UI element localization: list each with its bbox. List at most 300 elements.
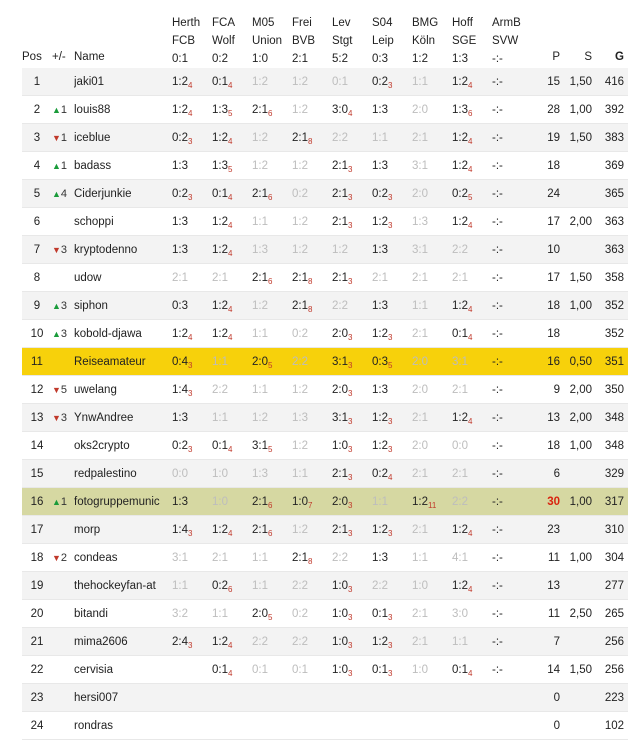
tip-score: 1:0 <box>212 495 228 508</box>
rank-change-cell <box>52 180 74 208</box>
table-row[interactable] <box>22 460 628 488</box>
table-row[interactable] <box>22 208 628 236</box>
s-cell <box>564 516 596 544</box>
player-name-link[interactable]: redpalestino <box>74 460 172 488</box>
match-header-result: 5:2 <box>332 53 348 65</box>
table-row[interactable] <box>22 96 628 124</box>
tip-score: 1:2 <box>412 495 428 508</box>
tip-value <box>332 300 348 312</box>
match-column-header[interactable] <box>372 14 412 68</box>
points-cell: 30 <box>532 488 564 516</box>
tip-cell <box>332 320 372 348</box>
table-header <box>22 14 628 68</box>
tip-cell <box>452 572 492 600</box>
tip-value <box>452 496 468 508</box>
tip-value <box>492 552 503 564</box>
match-header-result: -:- <box>492 53 503 65</box>
tip-value <box>412 384 428 396</box>
tip-points: 4 <box>228 304 233 314</box>
tip-points: 3 <box>348 640 353 650</box>
tip-cell <box>412 96 452 124</box>
rank-cell: 6 <box>22 208 52 236</box>
tip-score: 1:2 <box>212 243 228 256</box>
tip-value <box>172 552 188 564</box>
tip-score: 1:2 <box>372 523 388 536</box>
tip-cell <box>492 376 532 404</box>
table-row[interactable] <box>22 236 628 264</box>
table-row[interactable] <box>22 180 628 208</box>
table-row[interactable] <box>22 432 628 460</box>
tip-score: -:- <box>492 663 503 676</box>
tip-cell <box>452 320 492 348</box>
tip-score: 0:1 <box>372 607 388 620</box>
table-row[interactable] <box>22 264 628 292</box>
table-row[interactable] <box>22 572 628 600</box>
tip-score: 2:2 <box>332 551 348 564</box>
tip-value <box>492 300 503 312</box>
player-name-link[interactable]: udow <box>74 264 172 292</box>
table-row[interactable] <box>22 656 628 684</box>
tip-score: 0:0 <box>172 467 188 480</box>
tip-value <box>292 188 308 200</box>
tip-value <box>292 244 308 256</box>
tip-points: 3 <box>388 668 393 678</box>
match-header-away: Köln <box>412 35 436 47</box>
tip-points: 4 <box>228 192 233 202</box>
tip-score: 1:2 <box>452 579 468 592</box>
tip-value <box>292 76 308 88</box>
tip-score: 3:0 <box>452 607 468 620</box>
tip-points: 5 <box>268 360 273 370</box>
tip-cell <box>172 432 212 460</box>
tip-cell <box>492 628 532 656</box>
tip-points: 8 <box>308 276 313 286</box>
tip-cell <box>292 572 332 600</box>
tip-value <box>412 440 428 452</box>
diff-column-header: +/- <box>52 51 66 63</box>
tip-value <box>412 216 428 228</box>
player-name-link[interactable]: fotogruppemunic <box>74 488 172 516</box>
tip-cell <box>372 572 412 600</box>
tip-cell <box>492 96 532 124</box>
player-name-link[interactable]: rondras <box>74 712 172 740</box>
tip-points: 3 <box>188 444 193 454</box>
tip-value <box>412 356 428 368</box>
rank-change-value: 3 <box>60 327 68 340</box>
points-cell: 28 <box>532 96 564 124</box>
tip-value <box>292 412 308 424</box>
tip-value <box>372 328 392 340</box>
player-name-link[interactable]: condeas <box>74 544 172 572</box>
tip-value <box>492 160 503 172</box>
tip-value <box>252 328 268 340</box>
total-cell: 265 <box>596 600 628 628</box>
tip-score: 2:1 <box>412 607 428 620</box>
player-name-link[interactable]: cervisia <box>74 656 172 684</box>
tip-score: 2:2 <box>452 243 468 256</box>
tip-score: 2:0 <box>412 355 428 368</box>
tip-value <box>292 272 312 284</box>
tip-cell <box>492 320 532 348</box>
tip-value <box>172 608 188 620</box>
tip-cell <box>212 376 252 404</box>
tip-points: 6 <box>268 276 273 286</box>
tip-score: 1:1 <box>412 75 428 88</box>
tip-value <box>372 524 392 536</box>
tip-cell <box>172 516 212 544</box>
tip-score: -:- <box>492 355 503 368</box>
tip-value <box>412 636 428 648</box>
tip-cell <box>332 208 372 236</box>
table-row[interactable] <box>22 376 628 404</box>
tip-cell <box>212 68 252 96</box>
tip-score: 0:2 <box>172 439 188 452</box>
tip-cell <box>212 96 252 124</box>
tip-cell <box>332 600 372 628</box>
match-column-header[interactable] <box>292 14 332 68</box>
tip-cell <box>252 292 292 320</box>
tip-value <box>452 580 472 592</box>
total-cell: 369 <box>596 152 628 180</box>
tip-cell <box>412 572 452 600</box>
tip-value <box>332 132 348 144</box>
rank-change-value: 3 <box>60 411 68 424</box>
tip-cell <box>492 152 532 180</box>
tip-points: 3 <box>348 360 353 370</box>
tip-value <box>452 664 472 676</box>
total-cell: 317 <box>596 488 628 516</box>
match-column-header[interactable] <box>452 14 492 68</box>
rank-change-cell <box>52 404 74 432</box>
player-name-link[interactable]: oks2crypto <box>74 432 172 460</box>
points-cell: 13 <box>532 572 564 600</box>
tip-value <box>212 636 232 648</box>
tip-value <box>212 104 232 116</box>
rank-change-cell <box>52 656 74 684</box>
tip-score: 1:4 <box>172 523 188 536</box>
tip-value <box>332 188 352 200</box>
tip-value <box>172 412 188 424</box>
pos-column-header[interactable]: Pos <box>22 51 42 63</box>
rank-change-cell <box>52 684 74 712</box>
rank-cell: 3 <box>22 124 52 152</box>
tip-value <box>452 188 472 200</box>
rank-change-value: 2 <box>60 551 68 564</box>
player-name-link[interactable]: mima2606 <box>74 628 172 656</box>
tip-score: 0:2 <box>172 187 188 200</box>
player-name-link[interactable]: badass <box>74 152 172 180</box>
rank-cell: 11 <box>22 348 52 376</box>
tip-cell <box>252 68 292 96</box>
tip-value <box>252 188 272 200</box>
tip-cell <box>212 152 252 180</box>
tip-score: 2:1 <box>332 271 348 284</box>
tip-score: 1:0 <box>332 579 348 592</box>
tip-score: 1:1 <box>212 355 228 368</box>
match-header-home: Lev <box>332 17 351 29</box>
name-column-header[interactable]: Name <box>74 51 105 63</box>
tip-score: 2:1 <box>412 467 428 480</box>
player-name-link[interactable]: siphon <box>74 292 172 320</box>
tip-points: 3 <box>348 444 353 454</box>
tip-points: 3 <box>188 388 193 398</box>
tip-score: 3:0 <box>332 103 348 116</box>
tip-score: 2:1 <box>412 271 428 284</box>
tip-value <box>452 216 472 228</box>
points-cell: 23 <box>532 516 564 544</box>
tip-cell <box>372 96 412 124</box>
tip-cell <box>252 348 292 376</box>
tip-score: 2:2 <box>212 383 228 396</box>
tip-value <box>412 524 428 536</box>
points-cell: 0 <box>532 684 564 712</box>
match-header-away: BVB <box>292 35 316 47</box>
tip-cell <box>452 376 492 404</box>
tip-cell <box>292 236 332 264</box>
tip-cell <box>212 544 252 572</box>
tip-cell <box>452 460 492 488</box>
tip-cell <box>292 628 332 656</box>
player-name-link[interactable]: louis88 <box>74 96 172 124</box>
tip-score: 1:3 <box>372 551 388 564</box>
tip-value <box>492 328 503 340</box>
tip-value <box>212 384 228 396</box>
points-cell: 14 <box>532 656 564 684</box>
table-row[interactable] <box>22 404 628 432</box>
tip-value <box>492 384 503 396</box>
tip-cell <box>452 124 492 152</box>
tip-cell <box>172 68 212 96</box>
player-name-link[interactable]: bitandi <box>74 600 172 628</box>
tip-score: 1:2 <box>292 439 308 452</box>
total-cell: 348 <box>596 404 628 432</box>
tip-points: 7 <box>308 500 313 510</box>
tip-score: 1:3 <box>452 103 468 116</box>
s-cell: 2,00 <box>564 208 596 236</box>
tip-score: 1:2 <box>212 299 228 312</box>
tip-score: 0:2 <box>292 607 308 620</box>
tip-value <box>452 160 472 172</box>
tip-cell <box>172 460 212 488</box>
match-column-header[interactable] <box>332 14 372 68</box>
tip-score: 1:1 <box>292 467 308 480</box>
tip-cell <box>292 348 332 376</box>
tip-cell <box>332 68 372 96</box>
player-name-link[interactable]: thehockeyfan-at <box>74 572 172 600</box>
table-row[interactable] <box>22 68 628 96</box>
tip-cell <box>292 96 332 124</box>
points-cell: 7 <box>532 628 564 656</box>
match-header-away: Stgt <box>332 35 353 47</box>
tip-cell <box>412 208 452 236</box>
tip-value <box>492 496 503 508</box>
tip-score: 1:3 <box>252 243 268 256</box>
points-cell: 24 <box>532 180 564 208</box>
tip-value <box>492 272 503 284</box>
table-row[interactable] <box>22 600 628 628</box>
tip-points: 3 <box>188 360 193 370</box>
table-row[interactable] <box>22 152 628 180</box>
player-name-link[interactable]: Reiseamateur <box>74 348 172 376</box>
table-row[interactable] <box>22 348 628 376</box>
rank-change-value: 3 <box>60 243 68 256</box>
tip-score: 1:3 <box>372 103 388 116</box>
table-row[interactable] <box>22 488 628 516</box>
tip-value <box>292 356 308 368</box>
tip-points: 4 <box>468 528 473 538</box>
tip-value <box>172 524 192 536</box>
tip-cell <box>492 180 532 208</box>
tip-value <box>332 440 352 452</box>
tip-cell <box>412 152 452 180</box>
tip-value <box>372 608 392 620</box>
match-header-home: M05 <box>252 17 275 29</box>
table-row[interactable] <box>22 516 628 544</box>
table-row[interactable] <box>22 712 628 740</box>
tip-score: -:- <box>492 271 503 284</box>
table-row[interactable] <box>22 628 628 656</box>
rank-change-cell <box>52 68 74 96</box>
tip-score: 1:3 <box>212 159 228 172</box>
rank-cell: 2 <box>22 96 52 124</box>
tip-score: 1:1 <box>452 635 468 648</box>
tip-cell <box>252 516 292 544</box>
table-row[interactable] <box>22 124 628 152</box>
s-cell: 1,00 <box>564 432 596 460</box>
player-name-link[interactable]: jaki01 <box>74 68 172 96</box>
tip-value <box>292 328 308 340</box>
match-column-header[interactable] <box>252 14 292 68</box>
player-name-link[interactable]: schoppi <box>74 208 172 236</box>
player-name-link[interactable]: YnwAndree <box>74 404 172 432</box>
tip-score: 1:2 <box>252 131 268 144</box>
tip-score: 0:2 <box>372 467 388 480</box>
tip-points: 3 <box>388 612 393 622</box>
tip-score: -:- <box>492 131 503 144</box>
tip-score: -:- <box>492 495 503 508</box>
table-row[interactable] <box>22 292 628 320</box>
tip-value <box>212 580 232 592</box>
match-column-header[interactable] <box>172 14 212 68</box>
tip-value <box>172 440 192 452</box>
match-column-header[interactable] <box>212 14 252 68</box>
tip-score: 1:2 <box>252 299 268 312</box>
tip-cell <box>252 320 292 348</box>
tip-cell <box>372 432 412 460</box>
player-name-link[interactable]: iceblue <box>74 124 172 152</box>
table-row[interactable] <box>22 684 628 712</box>
rank-change-cell <box>52 516 74 544</box>
tip-score: -:- <box>492 523 503 536</box>
player-name-link[interactable]: uwelang <box>74 376 172 404</box>
rank-change-value: 1 <box>60 159 68 172</box>
tip-cell <box>212 180 252 208</box>
tip-value <box>412 412 428 424</box>
rank-change-value: 1 <box>60 495 68 508</box>
rank-cell: 16 <box>22 488 52 516</box>
tip-value <box>252 160 268 172</box>
tip-value <box>252 468 268 480</box>
tip-value <box>412 132 428 144</box>
tip-cell <box>292 376 332 404</box>
tip-value <box>252 216 268 228</box>
rank-change-value: 1 <box>60 131 68 144</box>
tip-cell <box>172 684 212 712</box>
tip-value <box>452 608 468 620</box>
tip-points: 3 <box>348 500 353 510</box>
tip-score: 1:2 <box>452 523 468 536</box>
tip-cell <box>492 68 532 96</box>
tip-value <box>332 356 352 368</box>
tip-cell <box>452 236 492 264</box>
s-cell <box>564 180 596 208</box>
arrow-down-icon: ▼ <box>52 244 61 255</box>
player-name-link[interactable]: hersi007 <box>74 684 172 712</box>
tip-score: 2:1 <box>412 327 428 340</box>
tip-value <box>172 76 192 88</box>
tip-cell <box>412 544 452 572</box>
tip-score: -:- <box>492 187 503 200</box>
points-column-header[interactable] <box>532 14 564 68</box>
arrow-up-icon: ▲ <box>52 496 61 507</box>
rank-change-cell <box>52 572 74 600</box>
table-row[interactable] <box>22 320 628 348</box>
total-cell: 363 <box>596 208 628 236</box>
tip-cell <box>452 68 492 96</box>
rank-change-cell <box>52 236 74 264</box>
tip-cell <box>212 348 252 376</box>
player-name-link[interactable]: Ciderjunkie <box>74 180 172 208</box>
tip-value <box>372 412 392 424</box>
tip-cell <box>372 180 412 208</box>
rank-change-cell <box>52 348 74 376</box>
tip-score: 0:2 <box>212 579 228 592</box>
tip-cell <box>492 348 532 376</box>
tip-value <box>372 496 388 508</box>
s-cell <box>564 460 596 488</box>
tip-score: 2:0 <box>252 355 268 368</box>
match-column-header[interactable] <box>492 14 532 68</box>
tip-value <box>172 384 192 396</box>
tip-value <box>212 412 228 424</box>
tip-value <box>372 552 388 564</box>
tip-cell <box>292 488 332 516</box>
rank-change-cell <box>52 152 74 180</box>
tip-cell <box>492 432 532 460</box>
rank-change-cell <box>52 208 74 236</box>
tip-score: 1:2 <box>372 635 388 648</box>
player-name-link[interactable]: kryptodenno <box>74 236 172 264</box>
tip-cell <box>492 264 532 292</box>
total-column-header[interactable] <box>596 14 628 68</box>
total-cell: 310 <box>596 516 628 544</box>
table-row[interactable] <box>22 544 628 572</box>
tip-value <box>332 104 352 116</box>
match-column-header[interactable] <box>412 14 452 68</box>
s-cell <box>564 684 596 712</box>
arrow-down-icon: ▼ <box>52 132 61 143</box>
player-name-link[interactable]: morp <box>74 516 172 544</box>
match-header-away: Wolf <box>212 35 235 47</box>
tip-cell <box>412 376 452 404</box>
tip-score: 1:0 <box>332 663 348 676</box>
tip-value <box>252 636 268 648</box>
player-name-link[interactable]: kobold-djawa <box>74 320 172 348</box>
s-column-header[interactable] <box>564 14 596 68</box>
total-cell: 102 <box>596 712 628 740</box>
points-cell: 18 <box>532 292 564 320</box>
tip-value <box>372 272 388 284</box>
